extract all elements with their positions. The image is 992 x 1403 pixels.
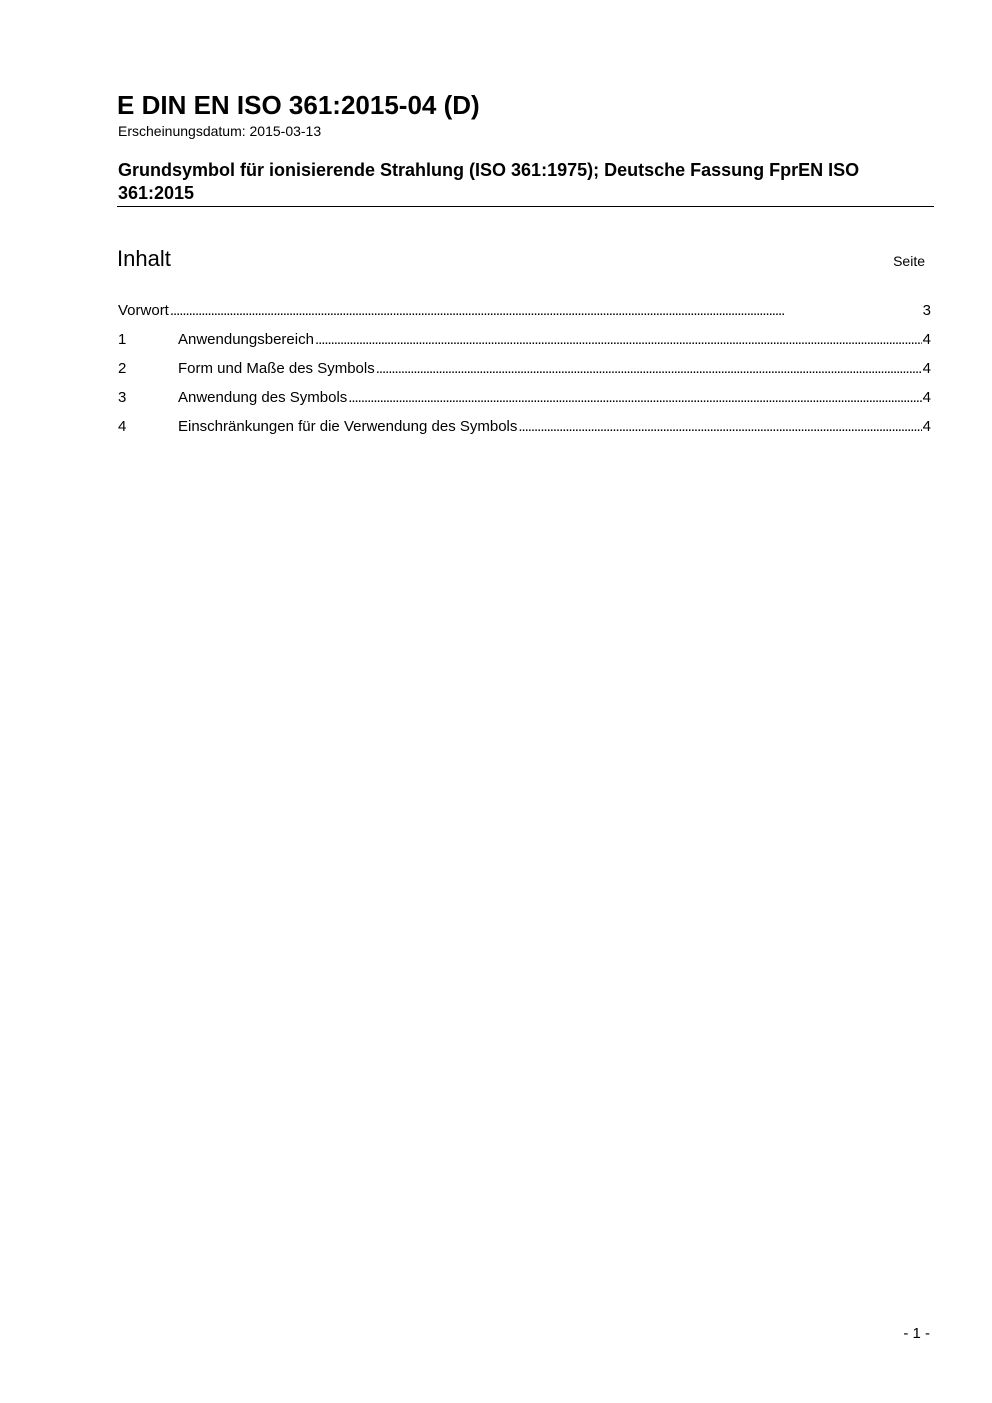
table-of-contents (118, 300, 931, 445)
toc-entry-page: 4 (922, 389, 931, 406)
toc-page-column-label: Seite (893, 253, 925, 269)
toc-dot-leader (170, 300, 922, 322)
toc-entry-anwendungsbereich[interactable] (118, 329, 931, 358)
toc-entry-text: Einschränkungen für die Verwendung des Symbols (178, 418, 518, 435)
toc-entry-page: 3 (922, 302, 931, 319)
publication-date: Erscheinungsdatum: 2015-03-13 (118, 123, 322, 139)
toc-entry-number: 2 (118, 360, 127, 377)
document-title: Grundsymbol für ionisierende Strahlung (ISO 361:1975); Deutsche Fassung FprEN ISO 361:2015 (118, 160, 860, 203)
toc-dot-leader (315, 329, 922, 351)
toc-entry-text: Anwendung des Symbols (178, 389, 348, 406)
toc-entry-number: 1 (118, 331, 127, 348)
toc-entry-page: 4 (922, 418, 931, 435)
toc-dot-leader (348, 387, 921, 409)
toc-entry-page: 4 (922, 360, 931, 377)
toc-entry-text: Form und Maße des Symbols (178, 360, 375, 377)
page-number: - 1 - (903, 1325, 930, 1342)
toc-entry-einschraenkungen[interactable] (118, 416, 931, 445)
title-divider (117, 206, 934, 207)
toc-heading: Inhalt (117, 246, 171, 271)
toc-dot-leader (518, 416, 921, 438)
toc-entry-text: Vorwort (118, 302, 169, 319)
toc-entry-number: 4 (118, 418, 127, 435)
toc-entry-vorwort[interactable] (118, 300, 931, 329)
toc-entry-form-und-masse[interactable] (118, 358, 931, 387)
document-id: E DIN EN ISO 361:2015-04 (D) (117, 90, 480, 120)
toc-dot-leader (376, 358, 922, 380)
toc-entry-anwendung[interactable] (118, 387, 931, 416)
toc-entry-text: Anwendungsbereich (178, 331, 314, 348)
toc-entry-number: 3 (118, 389, 127, 406)
toc-entry-page: 4 (922, 331, 931, 348)
